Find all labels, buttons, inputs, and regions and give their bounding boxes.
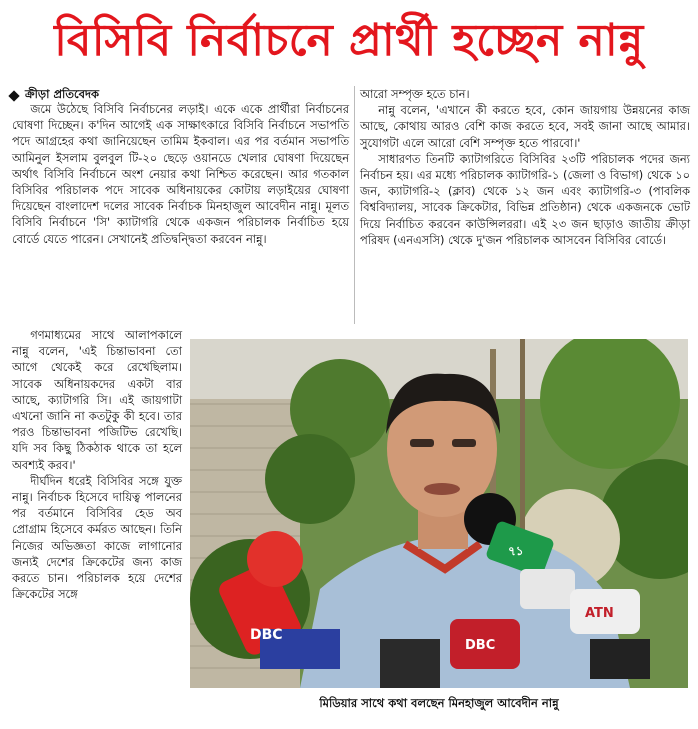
article-column-3 (12, 327, 182, 602)
paragraph: সাধারণত তিনটি ক্যাটাগরিতে বিসিবির ২৩টি পরিচালক পদের জন্য নির্বাচন হয়। এর মধ্যে পরিচালক ক্যাটাগরি-১ (জেলা ও বিভাগ) থেকে ১০ জন, ক্যাটাগরি-২ (ক্লাব) থেকে ১২ জন এবং ক্যাটাগরি-৩ (পাবলিক বিশ্ববিদ্যালয়, সাবেক ক্রিকেটার, বিভিন্ন প্রতিষ্ঠান) থেকে একজনকে ভোট দিয়ে নির্বাচিত করবেন কাউন্সিলররা। এই ২৩ জন ছাড়াও জাতীয় ক্রীড়া পরিষদ (এনএসসি) থেকে দু'জন পরিচালক আসবেন বিসিবির বোর্ডে। (360, 151, 690, 247)
photo-illustration (190, 339, 688, 688)
headline: বিসিবি নির্বাচনে প্রার্থী হচ্ছেন নান্নু (54, 15, 644, 66)
paragraph: আরো সম্পৃক্ত হতে চান। (360, 87, 470, 101)
article-column-1 (12, 101, 349, 247)
column-divider (354, 86, 355, 324)
mic-label: DBC (250, 627, 283, 643)
paragraph: নান্নু বলেন, 'এখানে কী করতে হবে, কোন জায়গায় উন্নয়নের কাজ আছে, কোথায় আরও বেশি কাজ করতে হবে, সবই জানা আছে আমার। সুযোগটা এলে আরো বেশি সম্পৃক্ত হতে পারবো।' (360, 103, 690, 150)
article-column-2 (360, 86, 690, 248)
byline-bullet-icon (8, 90, 19, 101)
mic-label: DBC (465, 638, 496, 653)
byline-text: ক্রীড়া প্রতিবেদক (25, 87, 100, 101)
article-photo (190, 339, 688, 688)
photo-caption: মিডিয়ার সাথে কথা বলছেন মিনহাজুল আবেদীন নান্নু (319, 696, 559, 710)
mic-label: ৭১ (508, 544, 524, 558)
mic-label: ATN (585, 606, 614, 621)
paragraph: দীর্ঘদিন ধরেই বিসিবির সঙ্গে যুক্ত নান্নু। নির্বাচক হিসেবে দায়িত্ব পালনের পর বর্তমানে বিসিবির হেড অব প্রোগ্রাম হিসেবে কর্মরত আছেন। তিনি নিজের অভিজ্ঞতা কাজে লাগানোর জন্যই দেশের ক্রিকেটের জন্য কাজ করতে চান। পরিচালক হয়ে দেশের ক্রিকেটের সঙ্গে (12, 473, 182, 602)
paragraph: জমে উঠেছে বিসিবি নির্বাচনের লড়াই। একে একে প্রার্থীরা নির্বাচনের ঘোষণা দিচ্ছেন। ক'দিন আগেই এক সাক্ষাৎকারে বিসিবি নির্বাচনে সভাপতি পদে আগ্রহের কথা জানিয়েছেন তামিম ইকবাল। এর পর বর্তমান সভাপতি আমিনুল ইসলাম বুলবুল টি-২০ ছেড়ে ওয়ানডে খেলার ঘোষণা দিয়েছেন অর্থাৎ বিসিবি নির্বাচনে অংশ নেয়ার কথা নিশ্চিত করেছেন। আর গতকাল বিসিবির পরিচালক পদে সাবেক অধিনায়কের কোটায় লড়াইয়ের ঘোষণা দিয়েছেন বাংলাদেশ দলের সাবেক নির্বাচক মিনহাজুল আবেদীন নান্নু। মূলত বিসিবি নির্বাচনে 'সি' ক্যাটাগরি থেকে একজন পরিচালক নির্বাচিত হয়ে বোর্ডে যেতে পারেন। সেখানেই প্রতিদ্বন্দ্বিতা করবেন নান্নু। (12, 102, 349, 246)
paragraph: গণমাধ্যমের সাথে আলাপকালে নান্নু বলেন, 'এই চিন্তাভাবনা তো আগে থেকেই করে রেখেছিলাম। সাবেক অধিনায়কদের একটা বার আছে, ক্যাটাগরি সি। এই জায়গাটা এখনো জানি না কতটুকু কী হবে। তার পরও চিন্তাভাবনা পজিটিভ রেখেছি। যদি সব কিছু ঠিকঠাক থাকে তা হলে অবশ্যই করব।' (12, 328, 182, 472)
